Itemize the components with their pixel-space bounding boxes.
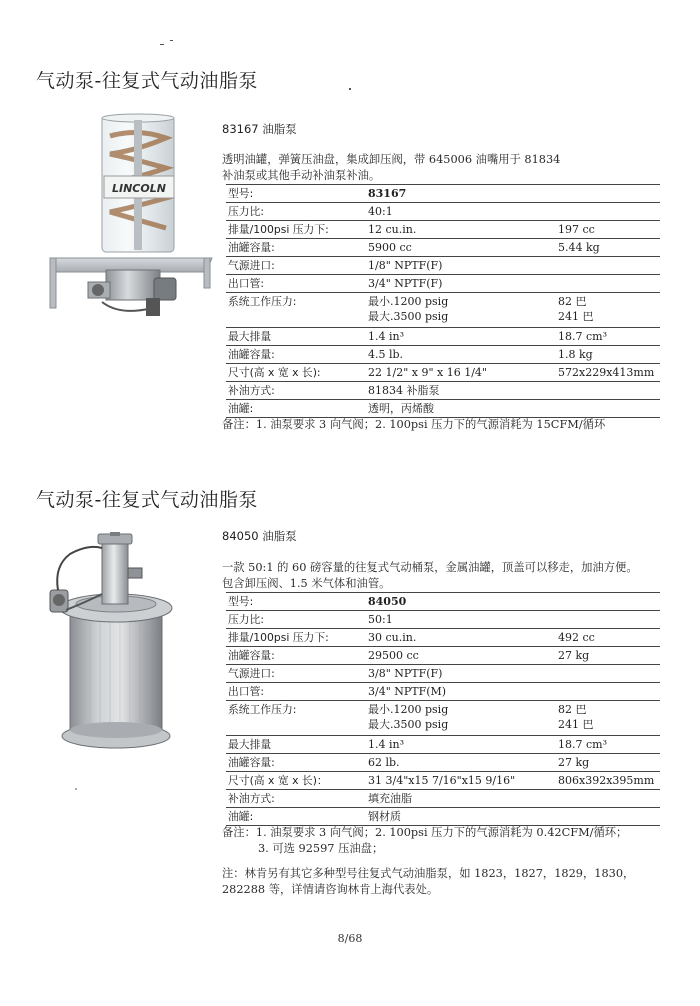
product-84050-description (222, 560, 662, 592)
section-1-title: 气动泵-往复式气动油脂泵 (36, 70, 258, 92)
spec-value-metric (556, 790, 660, 808)
spec-row-refill-method (226, 382, 660, 400)
spec-label: 出口管: (226, 683, 366, 701)
spec-row-max-displacement (226, 328, 660, 346)
pressure-min-bar: 82 巴 (558, 295, 587, 308)
spec-value: 3/8" NPTF(F) (366, 665, 556, 683)
spec-label: 出口管: (226, 275, 366, 293)
spec-label: 气源进口: (226, 665, 366, 683)
spec-table-83167 (226, 184, 660, 418)
description-line: 补油泵或其他手动补油泵补油。 (222, 169, 381, 182)
spec-label: 油罐容量: (226, 239, 366, 257)
spec-value: 1/8" NPTF(F) (366, 257, 556, 275)
spec-label: 油罐容量: (226, 647, 366, 665)
product-83167-description (222, 152, 662, 184)
spec-value-metric: 1.8 kg (556, 346, 660, 364)
spec-row-outlet (226, 275, 660, 293)
spec-value: 填充油脂 (366, 790, 556, 808)
spec-value: 62 lb. (366, 754, 556, 772)
pressure-min: 最小.1200 psig (368, 295, 449, 308)
spec-value-metric: 27 kg (556, 754, 660, 772)
spec-row-refill-method (226, 790, 660, 808)
spec-label: 最大排量 (226, 328, 366, 346)
spec-label: 排量/100psi 压力下: (226, 221, 366, 239)
spec-value-metric: 18.7 cm³ (556, 736, 660, 754)
spec-value: 83167 (366, 185, 556, 203)
lincoln-logo-text: LINCOLN (112, 182, 166, 195)
description-line: 包含卸压阀、1.5 米气体和油管。 (222, 577, 391, 590)
spec-row-max-displacement (226, 736, 660, 754)
spec-value: 1.4 in³ (366, 328, 556, 346)
spec-label: 气源进口: (226, 257, 366, 275)
spec-label: 系统工作压力: (226, 701, 366, 736)
spec-row-model (226, 185, 660, 203)
spec-row-dimensions (226, 772, 660, 790)
section-2-title: 气动泵-往复式气动油脂泵 (36, 489, 258, 511)
spec-value: 12 cu.in. (366, 221, 556, 239)
spec-value-metric (556, 611, 660, 629)
spec-label: 压力比: (226, 611, 366, 629)
pressure-max-bar: 241 巴 (558, 718, 594, 731)
spec-value-metric: 18.7 cm³ (556, 328, 660, 346)
spec-row-reservoir-weight (226, 346, 660, 364)
scan-speck (349, 88, 351, 90)
spec-value: 22 1/2" x 9" x 16 1/4" (366, 364, 556, 382)
spec-value-metric (556, 593, 660, 611)
spec-row-model (226, 593, 660, 611)
spec-label: 补油方式: (226, 382, 366, 400)
spec-label: 补油方式: (226, 790, 366, 808)
product-83167-notes (222, 417, 672, 433)
spec-label: 排量/100psi 压力下: (226, 629, 366, 647)
spec-value-metric (556, 701, 660, 736)
spec-label: 压力比: (226, 203, 366, 221)
footer-note-line: 注：林肯另有其它多种型号往复式气动油脂泵，如 1823，1827，1829，1830， (222, 867, 635, 880)
spec-label: 尺寸(高 x 宽 x 长): (226, 364, 366, 382)
spec-value: 31 3/4"x15 7/16"x15 9/16" (366, 772, 556, 790)
spec-value: 钢材质 (366, 808, 556, 826)
description-line: 一款 50:1 的 60 磅容量的往复式气动桶泵，金属油罐，顶盖可以移走，加油方便。 (222, 561, 638, 574)
spec-value-metric (556, 275, 660, 293)
spec-row-reservoir-material (226, 400, 660, 418)
note-line: 备注：1. 油泵要求 3 向气阀；2. 100psi 压力下的气源消耗为 0.42CFM/循环； (222, 826, 628, 839)
spec-value-metric (556, 203, 660, 221)
spec-value: 1.4 in³ (366, 736, 556, 754)
description-line: 透明油罐，弹簧压油盘，集成卸压阀，带 645006 油嘴用于 81834 (222, 153, 561, 166)
spec-row-pressure-ratio (226, 611, 660, 629)
spec-row-dimensions (226, 364, 660, 382)
spec-label: 系统工作压力: (226, 293, 366, 328)
spec-row-displacement (226, 629, 660, 647)
scan-speck (170, 40, 173, 41)
spec-label: 油罐: (226, 808, 366, 826)
spec-value-metric: 197 cc (556, 221, 660, 239)
scan-speck (75, 788, 77, 790)
product-84050-name: 84050 油脂泵 (222, 529, 297, 543)
spec-table-84050 (226, 592, 660, 826)
spec-value: 40:1 (366, 203, 556, 221)
spec-value-metric (556, 400, 660, 418)
spec-value: 84050 (366, 593, 556, 611)
scan-speck (160, 44, 164, 45)
spec-row-air-inlet (226, 665, 660, 683)
pressure-min: 最小.1200 psig (368, 703, 449, 716)
spec-value: 透明，丙烯酸 (366, 400, 556, 418)
spec-value-metric (556, 257, 660, 275)
spec-row-pressure-ratio (226, 203, 660, 221)
spec-value-metric (556, 185, 660, 203)
spec-row-reservoir-capacity (226, 647, 660, 665)
spec-value-metric (556, 808, 660, 826)
spec-value: 81834 补脂泵 (366, 382, 556, 400)
spec-row-outlet (226, 683, 660, 701)
note-line: 3. 可选 92597 压油盘； (258, 842, 384, 855)
pressure-max: 最大.3500 psig (368, 310, 449, 323)
product-83167-name: 83167 油脂泵 (222, 122, 297, 136)
pump-84050-image (36, 532, 186, 762)
spec-row-reservoir-weight (226, 754, 660, 772)
footer-note (222, 866, 672, 898)
spec-value-metric: 5.44 kg (556, 239, 660, 257)
spec-row-reservoir-material (226, 808, 660, 826)
spec-row-air-inlet (226, 257, 660, 275)
spec-value: 4.5 lb. (366, 346, 556, 364)
spec-value-metric: 492 cc (556, 629, 660, 647)
spec-row-working-pressure (226, 701, 660, 736)
spec-value: 50:1 (366, 611, 556, 629)
spec-value: 29500 cc (366, 647, 556, 665)
spec-value (366, 701, 556, 736)
pressure-max-bar: 241 巴 (558, 310, 594, 323)
spec-row-displacement (226, 221, 660, 239)
spec-value-metric (556, 683, 660, 701)
spec-label: 最大排量 (226, 736, 366, 754)
spec-row-working-pressure (226, 293, 660, 328)
spec-value (366, 293, 556, 328)
spec-value-metric: 27 kg (556, 647, 660, 665)
page-number: 8/68 (337, 932, 363, 945)
spec-label: 油罐容量: (226, 346, 366, 364)
spec-label: 型号: (226, 593, 366, 611)
spec-value-metric (556, 665, 660, 683)
spec-row-reservoir-capacity (226, 239, 660, 257)
spec-label: 尺寸(高 x 宽 x 长)： (226, 772, 366, 790)
spec-value: 30 cu.in. (366, 629, 556, 647)
note-line: 备注：1. 油泵要求 3 向气阀；2. 100psi 压力下的气源消耗为 15CFM/循环 (222, 418, 606, 431)
footer-note-line: 282288 等，详情请咨询林肯上海代表处。 (222, 883, 439, 896)
spec-value-metric (556, 382, 660, 400)
pressure-min-bar: 82 巴 (558, 703, 587, 716)
product-84050-notes (222, 825, 672, 857)
spec-value: 5900 cc (366, 239, 556, 257)
spec-value: 3/4" NPTF(F) (366, 275, 556, 293)
pump-83167-image (44, 112, 216, 324)
spec-value-metric: 572x229x413mm (556, 364, 660, 382)
spec-value: 3/4" NPTF(M) (366, 683, 556, 701)
spec-value-metric (556, 293, 660, 328)
spec-label: 油罐: (226, 400, 366, 418)
spec-label: 型号: (226, 185, 366, 203)
spec-label: 油罐容量: (226, 754, 366, 772)
pressure-max: 最大.3500 psig (368, 718, 449, 731)
spec-value-metric: 806x392x395mm (556, 772, 660, 790)
